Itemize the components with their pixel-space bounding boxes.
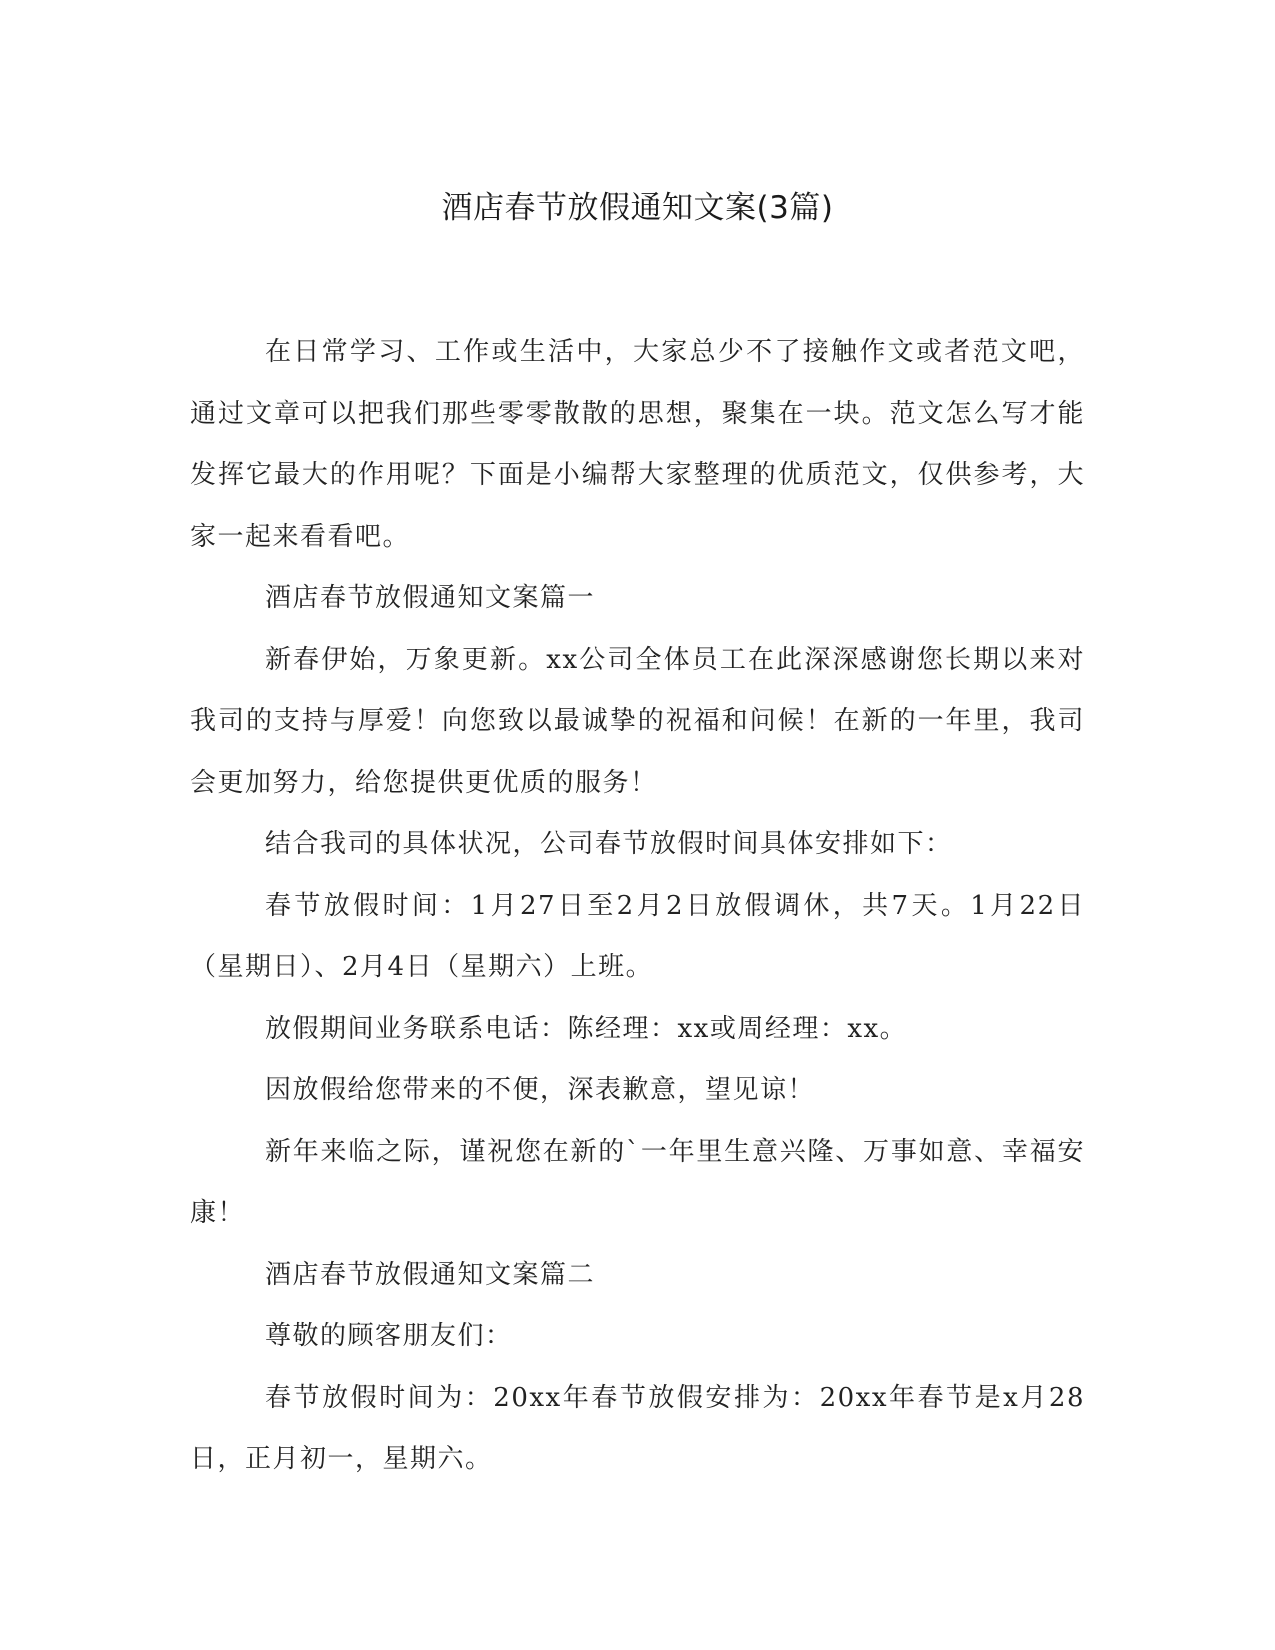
salutation: 尊敬的顾客朋友们： <box>265 1321 513 1351</box>
apology-paragraph: 因放假给您带来的不便，深表歉意，望见谅！ <box>265 1075 816 1105</box>
document-title: 酒店春节放假通知文案(3篇) <box>441 190 834 226</box>
section-heading-1: 酒店春节放假通知文案篇一 <box>265 583 596 613</box>
greeting-paragraph: 新春伊始，万象更新。xx公司全体员工在此深深感谢您长期以来对我司的支持与厚爱！向您致以最诚挚的祝福和问候！在新的一年里，我司会更加努力，给您提供更优质的服务！ <box>190 644 1085 798</box>
document-body <box>190 322 1085 1491</box>
arrangement-intro: 结合我司的具体状况，公司春节放假时间具体安排如下： <box>265 829 953 859</box>
intro-paragraph: 在日常学习、工作或生活中，大家总少不了接触作文或者范文吧，通过文章可以把我们那些零零散散的思想，聚集在一块。范文怎么写才能发挥它最大的作用呢？下面是小编帮大家整理的优质范文，仅供参考，大家一起来看看吧。 <box>190 337 1085 552</box>
holiday-schedule: 春节放假时间：1月27日至2月2日放假调休，共7天。1月22日（星期日）、2月4日（星期六）上班。 <box>190 890 1085 982</box>
section-heading-2: 酒店春节放假通知文案篇二 <box>265 1259 596 1290</box>
holiday-schedule-2: 春节放假时间为：20xx年春节放假安排为：20xx年春节是x月28日，正月初一，星期六。 <box>190 1382 1085 1474</box>
blessing-paragraph: 新年来临之际，谨祝您在新的`一年里生意兴隆、万事如意、幸福安康！ <box>190 1136 1085 1228</box>
contact-info: 放假期间业务联系电话：陈经理：xx或周经理：xx。 <box>265 1013 908 1044</box>
